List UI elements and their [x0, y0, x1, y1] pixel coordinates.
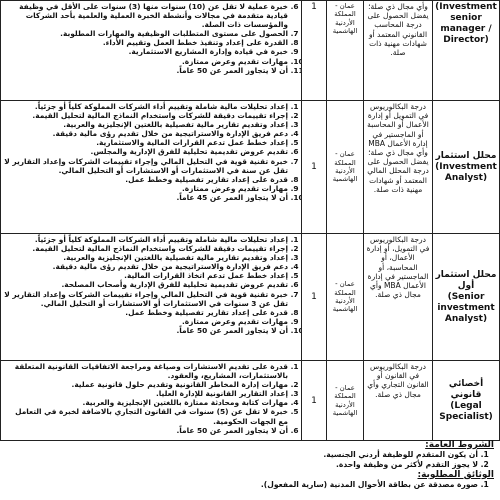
requirements-list: [4, 235, 298, 335]
requirement-item: 8. قدرة على إعداد تقارير تفصيلية وخطط عمل.: [4, 308, 288, 317]
requirement-item: 7. خبرة تقنية قوية في التحليل المالي وإجراء تقييمات الشركات وإعداد التقارير لا تقل عن 3 سنوات في الاستثمارات أو الاستشارات أو التحليل المالي.: [4, 290, 288, 308]
qualifications-cell: وأي مجال ذي صلة؛ يفضل الحصول على درجة المحاسب القانوني المعتمد أو شهادات مهنية ذات صلة.: [364, 1, 433, 101]
location-line: عمان -: [335, 150, 355, 159]
requirement-item: 4. مهارات كتابة ومحادثة ممتازة باللغتين الإنجليزية والعربية.: [4, 398, 288, 407]
location-line: الهاشمية: [332, 408, 358, 417]
count-cell: 1: [302, 361, 327, 441]
requirement-item: 2. مهارات إدارة المخاطر القانونية وتقديم حلول قانونية عملية.: [4, 380, 288, 389]
requirement-item: 6. خبرة عملية لا تقل عن (10) سنوات منها (3) سنوات على الأقل في وظيفة قيادية متقدمة في مجالات وأنشطة الخبرة العملية والعلمية بأحد الشركات والمؤسسات ذات الصلة.: [4, 2, 288, 29]
requirement-item: 6. تقديم عروض تقديمية تحليلية للفرق الإدارية والمجلس.: [4, 147, 288, 156]
location-line: الأردنية: [335, 400, 355, 409]
table-row: [1, 101, 500, 234]
requirements-cell: [1, 234, 302, 361]
location-line: المملكة: [334, 158, 356, 167]
requirement-item: 6. تقديم عروض تقديمية تحليلية للفرق الإدارية وأصحاب المصلحة.: [4, 280, 288, 289]
job-title-ar: محلل استثمار أول: [435, 269, 497, 291]
general-condition-item: 2. لا يجوز التقدم لأكثر من وظيفة واحدة.: [0, 460, 478, 470]
requirement-item: 1. إعداد تحليلات مالية شاملة وتقييم أداء الشركات المملوكة كلياً أو جزئياً.: [4, 102, 288, 111]
job-title-ar: أخصائي قانوني: [448, 378, 484, 400]
location-line: المملكة: [334, 288, 356, 297]
general-condition-item: 1. أن يكون المتقدم للوظيفة أردني الجنسية.: [0, 450, 478, 460]
job-title-cell: [433, 361, 500, 441]
job-title-en: (Investment Analyst): [435, 161, 497, 183]
job-title-en: (Investment senior manager / Director): [435, 2, 497, 45]
job-title-cell: [433, 1, 500, 101]
location-cell: [327, 101, 364, 234]
job-title-cell: [433, 101, 500, 234]
table-row: [1, 361, 500, 441]
requirements-list: [4, 362, 298, 435]
count-cell: 1: [302, 234, 327, 361]
required-document-item: 1. صورة مصدقة عن بطاقة الأحوال المدنية (سارية المفعول).: [0, 480, 478, 490]
qualifications-cell: درجة البكالوريوس في التمويل أو إدارة الأعمال أو المحاسبة أو الماجستير في إدارة الأعمال MBA وأي مجال ذي صلة؛ يفضل الحصول على درجة المحلل المالي المعتمد أو شهادات مهنية ذات صلة.: [364, 101, 433, 234]
requirement-item: 7. الحصول على مستوى المتطلبات الوظيفية والمهارات المطلوبة.: [4, 29, 288, 38]
count-cell: 1: [302, 1, 327, 101]
requirement-item: 6. أن لا يتجاوز العمر عن 50 عاماً.: [4, 426, 288, 435]
requirement-item: 5. خبرة لا تقل عن (5) سنوات في القانون التجاري بالاضافة لخبرة في التعامل مع الجهات الحكومية.: [4, 407, 288, 425]
table-row: [1, 234, 500, 361]
count-cell: 1: [302, 101, 327, 234]
requirement-item: 1. قدرة على تقديم الاستشارات وصياغة ومراجعة الاتفاقيات القانونية المتعلقة بالاستثمارات، المشاريع، والعقود.: [4, 362, 288, 380]
requirement-item: 3. إعداد وتقديم تقارير مالية تفصيلية باللغتين الإنجليزية والعربية.: [4, 120, 288, 129]
location-line: عمان -: [335, 2, 355, 10]
location-line: الأردنية: [335, 297, 355, 305]
requirements-list: [4, 2, 298, 75]
qualifications-cell: درجة البكالوريوس في القانون أو القانون التجاري وأي مجال ذي صلة.: [364, 361, 433, 441]
general-conditions-heading: الشروط العامة:: [425, 440, 494, 450]
requirement-item: 4. دعم فريق الإدارة والاستراتيجية من خلال تقديم رؤى مالية دقيقة.: [4, 129, 288, 138]
required-documents-list: [0, 480, 500, 490]
requirement-item: 3. إعداد وتقديم تقارير مالية تفصيلية باللغتين الإنجليزية والعربية.: [4, 253, 288, 262]
requirements-cell: [1, 361, 302, 441]
qualifications-cell: درجة البكالوريوس في التمويل، أو إدارة الأعمال، أو المحاسبة، أو الماجستير في إدارة الأعمال MBA وأي مجال ذي صلة.: [364, 234, 433, 361]
location-line: المملكة: [334, 392, 356, 401]
requirement-item: 8. القدرة على إعداد وتنفيذ خطط العمل وتقييم الأداء.: [4, 38, 288, 47]
requirement-item: 5. إعداد خطط عمل تدعم اتخاذ القرارات المالية.: [4, 271, 288, 280]
location-line: الأردنية: [335, 18, 355, 27]
location-line: الأردنية: [335, 167, 355, 175]
job-title-en: (Legal Specialist): [439, 400, 493, 422]
required-documents-heading: الوثائق المطلوبة:: [417, 470, 494, 480]
requirement-item: 9. خبرة في قيادة وإدارة المشاريع الاستثمارية.: [4, 47, 288, 56]
location-line: الهاشمية: [332, 27, 358, 36]
table-row: [1, 1, 500, 101]
requirements-list: [4, 102, 298, 202]
location-line: الهاشمية: [332, 175, 358, 184]
job-title-en: (Senior investment Analyst): [437, 291, 495, 324]
requirement-item: 11. أن لا يتجاوز العمر عن 50 عاماً.: [4, 66, 288, 75]
requirement-item: 10. مهارات تقديم وعرض ممتازة.: [4, 57, 288, 66]
location-cell: [327, 234, 364, 361]
requirements-cell: [1, 1, 302, 101]
location-line: عمان -: [335, 280, 355, 289]
location-cell: [327, 1, 364, 101]
job-title-cell: [433, 234, 500, 361]
requirement-item: 5. إعداد خطط عمل تدعم القرارات المالية والاستثمارية.: [4, 138, 288, 147]
requirement-item: 3. إعداد التقارير القانونية للإدارة العليا.: [4, 389, 288, 398]
location-line: عمان -: [335, 383, 355, 392]
footer-conditions: [0, 440, 500, 490]
requirement-item: 7. خبرة تقنية قوية في التحليل المالي وإجراء تقييمات الشركات وإعداد التقارير لا تقل عن سنة في الاستثمارات أو الاستشارات أو التحليل المالي.: [4, 157, 288, 175]
requirement-item: 9. مهارات تقديم وعرض ممتازة.: [4, 184, 288, 193]
job-title-ar: محلل استثمار: [435, 150, 497, 161]
general-conditions-list: [0, 450, 500, 470]
requirement-item: 2. إجراء تقييمات دقيقة للشركات واستخدام النماذج المالية لتحليل القيمة.: [4, 244, 288, 253]
location-cell: [327, 361, 364, 441]
requirement-item: 1. إعداد تحليلات مالية شاملة وتقييم أداء الشركات المملوكة كلياً أو جزئياً.: [4, 235, 288, 244]
location-line: المملكة: [334, 10, 356, 19]
requirement-item: 2. إجراء تقييمات دقيقة للشركات واستخدام النماذج المالية لتحليل القيمة.: [4, 111, 288, 120]
requirement-item: 8. قدرة على إعداد تقارير تفصيلية وخطط عمل.: [4, 175, 288, 184]
requirement-item: 10. أن لا يتجاوز العمر عن 45 عاماً.: [4, 193, 288, 202]
requirement-item: 10. أن لا يتجاوز العمر عن 50 عاماً.: [4, 326, 288, 335]
requirements-cell: [1, 101, 302, 234]
requirement-item: 4. دعم فريق الإدارة والاستراتيجية من خلال تقديم رؤى مالية دقيقة.: [4, 262, 288, 271]
requirement-item: 9. مهارات تقديم وعرض ممتازة.: [4, 317, 288, 326]
location-line: الهاشمية: [332, 305, 358, 314]
